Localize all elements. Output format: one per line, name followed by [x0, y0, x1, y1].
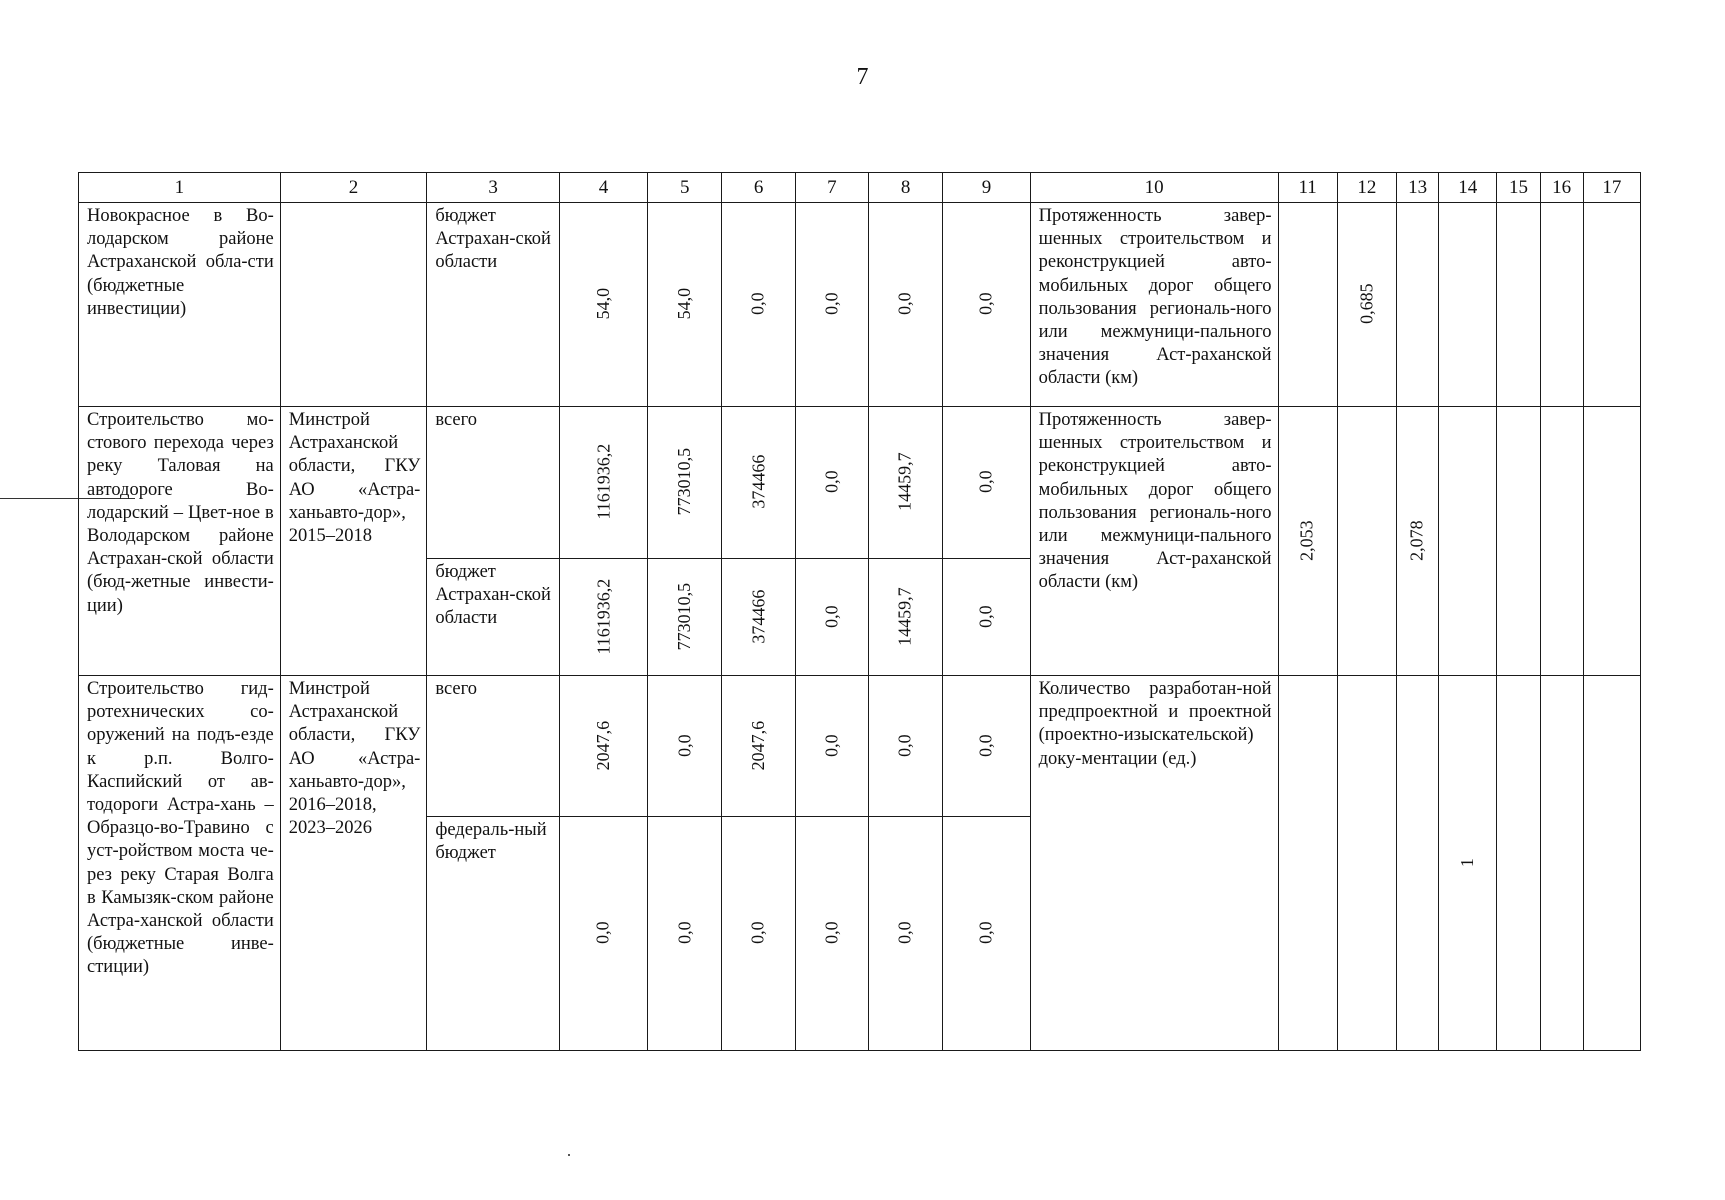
value-cell: 0,0	[943, 203, 1030, 407]
col-header: 8	[869, 173, 943, 203]
year-cell	[1396, 676, 1438, 1051]
page-number: 7	[856, 64, 869, 90]
col-header: 10	[1030, 173, 1278, 203]
col-header: 1	[79, 173, 281, 203]
table-row	[79, 676, 1641, 817]
year-cell: 2,078	[1396, 407, 1438, 676]
funding-source: всего	[427, 676, 560, 817]
col-header: 6	[722, 173, 795, 203]
year-cell	[1583, 203, 1640, 407]
value-cell: 0,0	[648, 817, 722, 1051]
table-row	[79, 203, 1641, 407]
col-header: 5	[648, 173, 722, 203]
executor-cell: Минстрой Астраханской области, ГКУ АО «Астра-ханьавто-дор», 2015–2018	[280, 407, 427, 676]
executor-cell: Минстрой Астраханской области, ГКУ АО «Астра-ханьавто-дор», 2016–2018, 2023–2026	[280, 676, 427, 1051]
value-cell: 0,0	[795, 676, 868, 817]
year-cell	[1278, 676, 1337, 1051]
indicator-name: Протяженность завер-шенных строительством и реконструкцией авто-мобильных дорог общего пользования региональ-ного или межмуници-пального значения Аст-раханской области (км)	[1030, 407, 1278, 676]
program-table	[78, 172, 1641, 1051]
project-name: Новокрасное в Во-лодарском районе Астраханской обла-сти (бюджетные инвестиции)	[79, 203, 281, 407]
year-cell: 2,053	[1278, 407, 1337, 676]
indicator-name: Количество разработан-ной предпроектной и проектной (проектно-изыскательской) доку-ментации (ед.)	[1030, 676, 1278, 1051]
value-cell: 0,0	[795, 203, 868, 407]
year-cell	[1337, 407, 1396, 676]
indicator-name: Протяженность завер-шенных строительством и реконструкцией авто-мобильных дорог общего пользования региональ-ного или межмуници-пального значения Аст-раханской области (км)	[1030, 203, 1278, 407]
year-cell	[1396, 203, 1438, 407]
value-cell: 1161936,2	[559, 559, 647, 676]
project-name: Строительство гид-ротехнических со-оружений на подъ-езде к р.п. Волго-Каспийский от ав-тодороги Астра-хань – Образцо-во-Травино с уст-ройством моста че-рез реку Старая Волга в Камызяк-ском районе Астра-ханской области (бюджетные инве-стиции)	[79, 676, 281, 1051]
value-cell: 54,0	[648, 203, 722, 407]
year-cell	[1337, 676, 1396, 1051]
scan-dot	[568, 1154, 570, 1156]
year-cell	[1540, 676, 1583, 1051]
value-cell: 14459,7	[869, 407, 943, 559]
year-cell	[1439, 203, 1497, 407]
year-cell	[1439, 407, 1497, 676]
value-cell: 14459,7	[869, 559, 943, 676]
value-cell: 0,0	[722, 203, 795, 407]
col-header: 15	[1497, 173, 1540, 203]
value-cell: 54,0	[559, 203, 647, 407]
col-header: 13	[1396, 173, 1438, 203]
col-header: 11	[1278, 173, 1337, 203]
year-cell	[1583, 676, 1640, 1051]
value-cell: 773010,5	[648, 559, 722, 676]
value-cell: 773010,5	[648, 407, 722, 559]
value-cell: 1161936,2	[559, 407, 647, 559]
value-cell: 374466	[722, 407, 795, 559]
year-cell	[1278, 203, 1337, 407]
value-cell: 0,0	[795, 559, 868, 676]
value-cell: 0,0	[648, 676, 722, 817]
funding-source: федераль-ный бюджет	[427, 817, 560, 1051]
funding-source: бюджет Астрахан-ской области	[427, 559, 560, 676]
col-header: 4	[559, 173, 647, 203]
year-cell: 0,685	[1337, 203, 1396, 407]
value-cell: 0,0	[943, 676, 1030, 817]
col-header: 9	[943, 173, 1030, 203]
col-header: 17	[1583, 173, 1640, 203]
value-cell: 0,0	[869, 676, 943, 817]
year-cell	[1497, 676, 1540, 1051]
year-cell	[1540, 203, 1583, 407]
year-cell	[1583, 407, 1640, 676]
value-cell: 0,0	[869, 817, 943, 1051]
value-cell: 0,0	[943, 559, 1030, 676]
value-cell: 0,0	[869, 203, 943, 407]
header-row	[79, 173, 1641, 203]
project-name: Строительство мо-стового перехода через реку Таловая на автодороге Во-лодарский – Цвет-ное в Володарском районе Астрахан-ской области (бюд-жетные инвести-ции)	[79, 407, 281, 676]
value-cell: 2047,6	[559, 676, 647, 817]
value-cell: 0,0	[943, 817, 1030, 1051]
year-cell	[1540, 407, 1583, 676]
value-cell: 0,0	[943, 407, 1030, 559]
col-header: 7	[795, 173, 868, 203]
col-header: 16	[1540, 173, 1583, 203]
value-cell: 0,0	[722, 817, 795, 1051]
year-cell	[1497, 407, 1540, 676]
value-cell: 374466	[722, 559, 795, 676]
executor-cell	[280, 203, 427, 407]
funding-source: бюджет Астрахан-ской области	[427, 203, 560, 407]
col-header: 2	[280, 173, 427, 203]
year-cell: 1	[1439, 676, 1497, 1051]
col-header: 14	[1439, 173, 1497, 203]
value-cell: 0,0	[795, 407, 868, 559]
value-cell: 0,0	[795, 817, 868, 1051]
col-header: 3	[427, 173, 560, 203]
value-cell: 0,0	[559, 817, 647, 1051]
table-row	[79, 407, 1641, 559]
year-cell	[1497, 203, 1540, 407]
col-header: 12	[1337, 173, 1396, 203]
funding-source: всего	[427, 407, 560, 559]
value-cell: 2047,6	[722, 676, 795, 817]
